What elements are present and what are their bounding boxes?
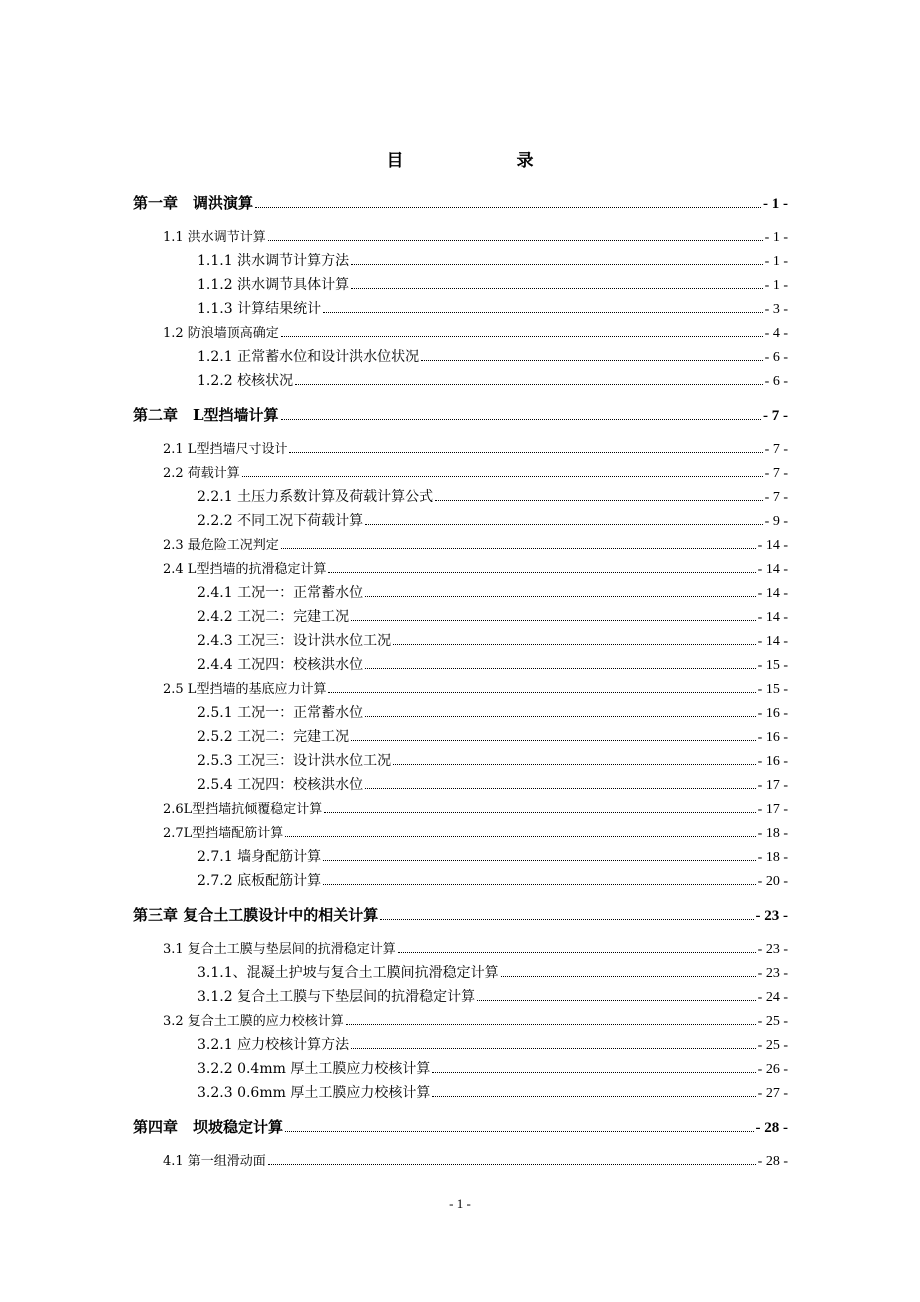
toc-entry-label: 1.2.1 正常蓄水位和设计洪水位状况 [197,349,420,365]
toc-section-entry[interactable] [163,438,788,458]
toc-section-entry[interactable] [163,822,788,842]
toc-entry-page: - 7 - [764,490,788,505]
toc-entry-page: - 1 - [763,196,788,212]
toc-dot-leader [365,596,756,597]
toc-entry-page: - 16 - [757,754,788,769]
toc-entry-label: 第三章 复合土工膜设计中的相关计算 [133,906,379,924]
toc-section-entry[interactable] [197,1058,788,1078]
toc-dot-leader [285,1131,753,1132]
page-number-footer: - 1 - [449,1196,471,1211]
toc-entry-label: 4.1 第一组滑动面 [163,1154,266,1169]
toc-entry-label: 3.2.1 应力校核计算方法 [197,1037,350,1053]
toc-section-entry[interactable] [197,486,788,506]
toc-section-entry[interactable] [197,654,788,674]
toc-dot-leader [295,384,763,385]
toc-entry-label: 3.1 复合土工膜与垫层间的抗滑稳定计算 [163,942,396,957]
toc-entry-page: - 1 - [764,230,788,245]
toc-entry-label: 2.2 荷载计算 [163,466,240,481]
toc-entry-label: 1.2 防浪墙顶高确定 [163,326,279,341]
toc-section-entry[interactable] [197,774,788,794]
toc-section-entry[interactable] [197,986,788,1006]
toc-entry-page: - 25 - [757,1014,788,1029]
toc-dot-leader [380,919,753,920]
toc-dot-leader [281,419,761,420]
toc-entry-page: - 14 - [757,586,788,601]
toc-entry-label: 2.6L型挡墙抗倾覆稳定计算 [163,802,323,817]
toc-section-entry[interactable] [197,702,788,722]
toc-entry-label: 3.2 复合土工膜的应力校核计算 [163,1014,344,1029]
toc-entry-page: - 24 - [757,990,788,1005]
toc-section-entry[interactable] [163,226,788,246]
toc-chapter-entry[interactable] [133,404,788,425]
toc-dot-leader [328,572,755,573]
toc-entry-label: 2.5.1 工况一：正常蓄水位 [197,705,364,721]
toc-dot-leader [323,860,756,861]
toc-section-entry[interactable] [163,462,788,482]
toc-section-entry[interactable] [197,370,788,390]
toc-entry-label: 2.7.1 墙身配筋计算 [197,849,322,865]
toc-section-entry[interactable] [163,938,788,958]
toc-entry-label: 第二章 L型挡墙计算 [133,406,279,424]
toc-entry-page: - 27 - [757,1086,788,1101]
toc-entry-page: - 20 - [757,874,788,889]
toc-dot-leader [398,952,756,953]
toc-entry-page: - 25 - [757,1038,788,1053]
toc-section-entry[interactable] [163,1010,788,1030]
toc-entry-label: 2.5 L型挡墙的基底应力计算 [163,682,327,697]
toc-entry-page: - 7 - [763,408,788,424]
toc-dot-leader [323,312,763,313]
toc-entry-page: - 17 - [757,778,788,793]
toc-dot-leader [346,1024,756,1025]
toc-entry-page: - 23 - [757,942,788,957]
toc-section-entry[interactable] [197,298,788,318]
toc-entry-page: - 14 - [757,538,788,553]
toc-dot-leader [289,452,762,453]
toc-entry-page: - 23 - [755,908,788,924]
toc-section-entry[interactable] [197,750,788,770]
toc-entry-page: - 3 - [764,302,788,317]
toc-section-entry[interactable] [197,606,788,626]
toc-entry-page: - 9 - [764,514,788,529]
toc-entry-page: - 28 - [755,1120,788,1136]
toc-entry-label: 3.2.2 0.4mm 厚土工膜应力校核计算 [197,1061,431,1077]
toc-section-entry[interactable] [197,346,788,366]
toc-entry-label: 1.1 洪水调节计算 [163,230,266,245]
toc-dot-leader [351,1048,756,1049]
toc-entry-page: - 4 - [764,326,788,341]
toc-entry-label: 2.5.4 工况四：校核洪水位 [197,777,364,793]
toc-dot-leader [365,788,756,789]
toc-entry-label: 2.4 L型挡墙的抗滑稳定计算 [163,562,327,577]
toc-entry-label: 2.2.2 不同工况下荷载计算 [197,513,364,529]
toc-chapter-entry[interactable] [133,192,788,213]
toc-section-entry[interactable] [163,558,788,578]
toc-entry-page: - 7 - [764,442,788,457]
toc-entry-label: 1.2.2 校核状况 [197,373,294,389]
toc-dot-leader [255,207,761,208]
toc-dot-leader [268,240,763,241]
toc-entry-label: 3.1.2 复合土工膜与下垫层间的抗滑稳定计算 [197,989,476,1005]
toc-entry-label: 2.1 L型挡墙尺寸设计 [163,442,288,457]
toc-entry-page: - 18 - [757,850,788,865]
toc-entry-page: - 16 - [757,730,788,745]
toc-entry-label: 第一章 调洪演算 [133,194,254,212]
toc-entry-label: 2.4.1 工况一：正常蓄水位 [197,585,364,601]
toc-dot-leader [393,644,756,645]
toc-entry-page: - 1 - [764,278,788,293]
toc-dot-leader [501,976,756,977]
toc-entry-page: - 15 - [757,658,788,673]
toc-entry-page: - 28 - [757,1154,788,1169]
toc-section-entry[interactable] [197,1082,788,1102]
toc-section-entry[interactable] [163,798,788,818]
toc-entry-label: 3.2.3 0.6mm 厚土工膜应力校核计算 [197,1085,431,1101]
toc-section-entry[interactable] [197,962,788,982]
toc-dot-leader [351,264,763,265]
toc-dot-leader [435,500,763,501]
toc-chapter-entry[interactable] [133,904,788,925]
toc-section-entry[interactable] [197,1034,788,1054]
toc-dot-leader [351,620,756,621]
toc-dot-leader [365,716,756,717]
toc-dot-leader [281,548,756,549]
toc-chapter-entry[interactable] [133,1116,788,1137]
toc-entry-label: 2.4.4 工况四：校核洪水位 [197,657,364,673]
toc-entry-page: - 7 - [764,466,788,481]
toc-section-entry[interactable] [163,322,788,342]
toc-dot-leader [285,836,755,837]
toc-entry-page: - 23 - [757,966,788,981]
toc-section-entry[interactable] [197,582,788,602]
toc-section-entry[interactable] [163,1150,788,1170]
toc-entry-page: - 6 - [764,350,788,365]
toc-dot-leader [432,1072,755,1073]
toc-entry-page: - 18 - [757,826,788,841]
toc-dot-leader [365,524,763,525]
toc-dot-leader [432,1096,755,1097]
page-title: 目 录 [386,151,582,171]
toc-entry-label: 2.4.2 工况二：完建工况 [197,609,350,625]
toc-section-entry[interactable] [197,726,788,746]
toc-dot-leader [323,884,756,885]
toc-section-entry[interactable] [197,846,788,866]
toc-entry-label: 2.7.2 底板配筋计算 [197,873,322,889]
toc-entry-label: 1.1.2 洪水调节具体计算 [197,277,350,293]
toc-section-entry[interactable] [197,274,788,294]
toc-entry-page: - 6 - [764,374,788,389]
toc-entry-label: 2.3 最危险工况判定 [163,538,279,553]
toc-dot-leader [242,476,763,477]
toc-section-entry[interactable] [197,510,788,530]
toc-entry-label: 2.4.3 工况三：设计洪水位工况 [197,633,392,649]
toc-dot-leader [351,740,756,741]
toc-entry-label: 2.5.2 工况二：完建工况 [197,729,350,745]
toc-dot-leader [393,764,756,765]
toc-entry-page: - 16 - [757,706,788,721]
toc-section-entry[interactable] [197,250,788,270]
toc-dot-leader [268,1164,756,1165]
toc-dot-leader [351,288,763,289]
toc-entry-label: 2.2.1 土压力系数计算及荷载计算公式 [197,489,434,505]
toc-section-entry[interactable] [163,534,788,554]
toc-dot-leader [281,336,763,337]
toc-section-entry[interactable] [163,678,788,698]
toc-dot-leader [477,1000,756,1001]
toc-dot-leader [421,360,763,361]
toc-entry-label: 2.5.3 工况三：设计洪水位工况 [197,753,392,769]
toc-dot-leader [324,812,755,813]
toc-entry-page: - 26 - [757,1062,788,1077]
toc-entry-label: 第四章 坝坡稳定计算 [133,1118,284,1136]
toc-entry-page: - 15 - [757,682,788,697]
toc-entry-page: - 14 - [757,634,788,649]
toc-section-entry[interactable] [197,630,788,650]
toc-entry-page: - 17 - [757,802,788,817]
toc-entry-label: 1.1.1 洪水调节计算方法 [197,253,350,269]
toc-entry-label: 1.1.3 计算结果统计 [197,301,322,317]
toc-entry-page: - 14 - [757,562,788,577]
toc-entry-label: 2.7L型挡墙配筋计算 [163,826,284,841]
toc-dot-leader [328,692,755,693]
toc-dot-leader [365,668,756,669]
toc-entry-label: 3.1.1、混凝土护坡与复合土工膜间抗滑稳定计算 [197,965,499,981]
toc-entry-page: - 14 - [757,610,788,625]
toc-entry-page: - 1 - [764,254,788,269]
toc-section-entry[interactable] [197,870,788,890]
